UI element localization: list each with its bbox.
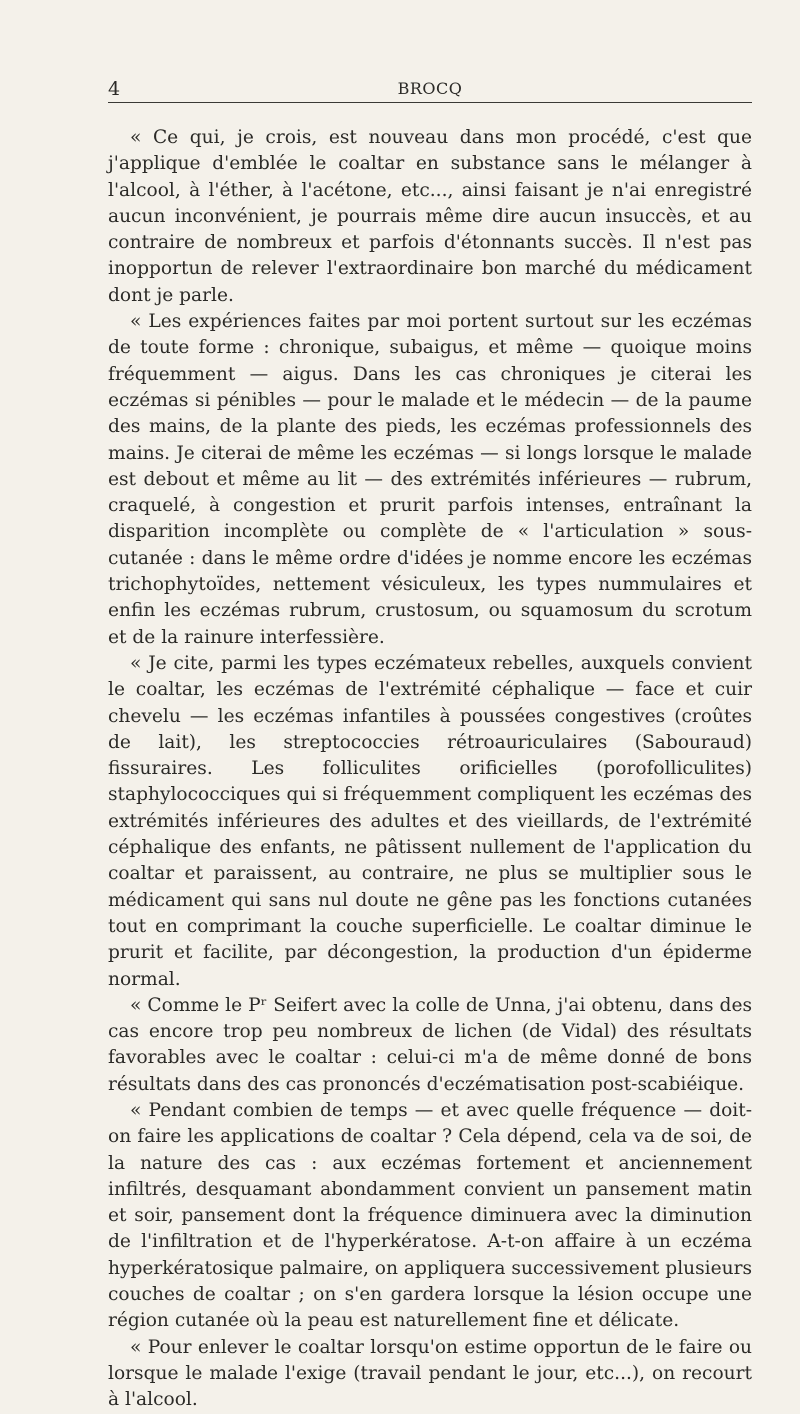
running-head: BROCQ [397, 79, 463, 98]
paragraph: « Je cite, parmi les types eczémateux rebelles, auxquels convient le coaltar, les eczémas de l'extrémité céphalique — face et cuir chevelu — les eczémas infantiles à poussées congestives (croûtes de lait), les streptococcies rétroauriculaires (Sabouraud) fissuraires. Les folliculites orificielles (porofolliculites) staphylococciques qui si fréquemment compliquent les eczémas des extrémités inférieures des adultes et des vieillards, de l'extrémité céphalique des enfants, ne pâtissent nullement de l'application du coaltar et paraissent, au contraire, ne plus se multiplier sous le médicament qui sans nul doute ne gêne pas les fonctions cutanées tout en comprimant la couche superficielle. Le coaltar diminue le prurit et facilite, par décongestion, la production d'un épiderme normal. [108, 652, 752, 990]
paragraph: « Comme le Pʳ Seifert avec la colle de Unna, j'ai obtenu, dans des cas encore trop peu nombreux de lichen (de Vidal) des résultats favorables avec le coaltar : celui-ci m'a de même donné de bons résultats dans des cas prononcés d'eczématisation post-scabiéique. [108, 994, 752, 1095]
book-page [108, 72, 752, 1414]
paragraph: « Les expériences faites par moi portent surtout sur les eczémas de toute forme : chronique, subaigus, et même — quoique moins fréquemment — aigus. Dans les cas chroniques je citerai les eczémas si pénibles — pour le malade et le médecin — de la paume des mains, de la plante des pieds, les eczémas professionnels des mains. Je citerai de même les eczémas — si longs lorsque le malade est debout et même au lit — des extrémités inférieures — rubrum, craquelé, à congestion et prurit parfois intenses, entraînant la disparition incomplète ou complète de « l'articulation » sous-cutanée : dans le même ordre d'idées je nomme encore les eczémas trichophytoïdes, nettement vésiculeux, les types nummulaires et enfin les eczémas rubrum, crustosum, ou squamosum du scrotum et de la rainure interfessière. [108, 311, 752, 648]
paragraph: « Ce qui, je crois, est nouveau dans mon procédé, c'est que j'applique d'emblée le coaltar en substance sans le mélanger à l'alcool, à l'éther, à l'acétone, etc..., ainsi faisant je n'ai enregistré aucun inconvénient, je pourrais même dire aucun insuccès, et au contraire de nombreux et parfois d'étonnants succès. Il n'est pas inopportun de relever l'extraordinaire bon marché du médicament dont je parle. [108, 127, 752, 306]
page-header [108, 72, 752, 103]
paragraph: « Pour enlever le coaltar lorsqu'on estime opportun de le faire ou lorsque le malade l'exige (travail pendant le jour, etc...), on recourt à l'alcool. [108, 1336, 752, 1411]
body-text [108, 125, 752, 1414]
page-number: 4 [108, 78, 121, 100]
paragraph: « Pendant combien de temps — et avec quelle fréquence — doit-on faire les applications de coaltar ? Cela dépend, cela va de soi, de la nature des cas : aux eczémas fortement et anciennement infiltrés, desquamant abondamment convient un pansement matin et soir, pansement dont la fréquence diminuera avec la diminution de l'infiltration et de l'hyperkératose. A-t-on affaire à un eczéma hyperkératosique palmaire, on appliquera successivement plusieurs couches de coaltar ; on s'en gardera lorsque la lésion occupe une région cutanée où la peau est naturellement fine et délicate. [108, 1099, 753, 1332]
